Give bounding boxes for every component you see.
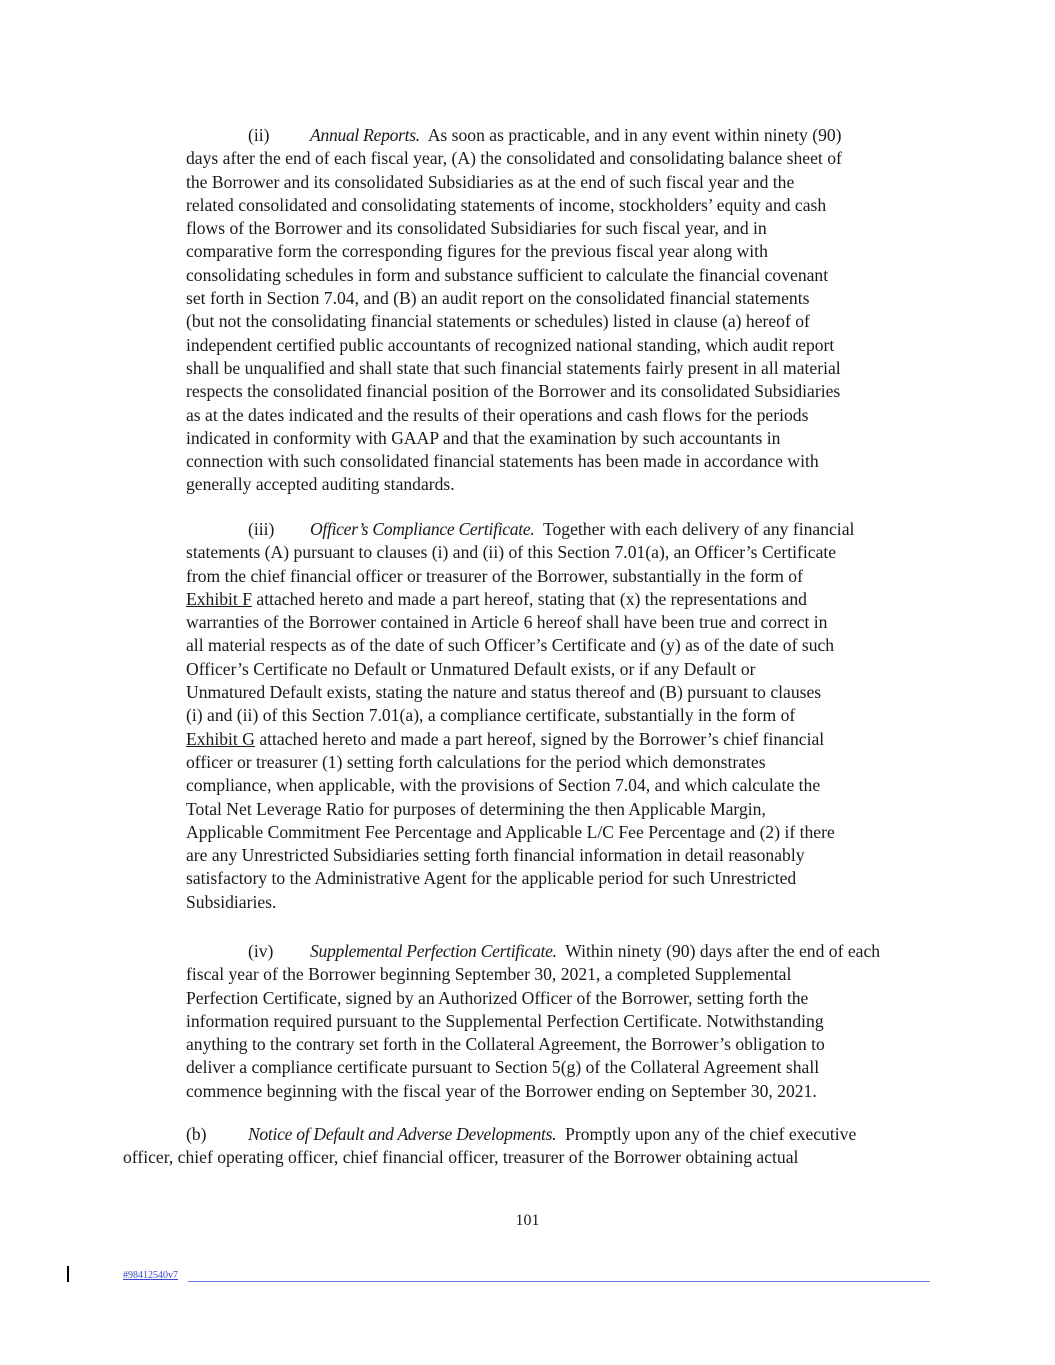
text-line: from the chief financial officer or treasurer of the Borrower, substantially in the form of bbox=[186, 565, 803, 586]
text-line: related consolidated and consolidating statements of income, stockholders’ equity and cash bbox=[186, 194, 827, 215]
text-line: officer or treasurer (1) setting forth calculations for the period which demonstrates bbox=[186, 751, 766, 772]
paragraph-notice-of-default bbox=[123, 1123, 943, 1170]
text-line bbox=[186, 588, 946, 611]
clause-title: Notice of Default and Adverse Developments. bbox=[248, 1124, 557, 1144]
text-line: Together with each delivery of any financial bbox=[542, 519, 855, 539]
page-number: 101 bbox=[515, 1212, 540, 1229]
text-line: Subsidiaries. bbox=[186, 891, 277, 912]
exhibit-g-link[interactable]: Exhibit G bbox=[186, 728, 255, 749]
exhibit-f-link[interactable]: Exhibit F bbox=[186, 588, 252, 609]
text-fragment: attached hereto and made a part hereof, signed by the Borrower’s chief financial bbox=[259, 728, 825, 749]
text-line: set forth in Section 7.04, and (B) an audit report on the consolidated financial statements bbox=[186, 288, 810, 309]
text-line: Within ninety (90) days after the end of each bbox=[565, 941, 881, 961]
paragraph-supplemental-perfection-certificate bbox=[186, 940, 946, 1103]
text-fragment: attached hereto and made a part hereof, stating that (x) the representations and bbox=[256, 588, 807, 609]
clause-number: (iii) bbox=[248, 519, 275, 539]
text-line: days after the end of each fiscal year, (A) the consolidated and consolidating balance sheet of bbox=[186, 148, 842, 169]
paragraph-annual-reports bbox=[186, 124, 946, 497]
text-line: anything to the contrary set forth in the Collateral Agreement, the Borrower’s obligation to bbox=[186, 1034, 825, 1055]
text-line: all material respects as of the date of such Officer’s Certificate and (y) as of the date of such bbox=[186, 635, 835, 656]
document-id-link[interactable]: #98412540v7 bbox=[123, 1270, 178, 1281]
paragraph-officers-compliance-certificate bbox=[186, 518, 946, 914]
text-line: As soon as practicable, and in any event within ninety (90) bbox=[427, 125, 842, 145]
text-line: satisfactory to the Administrative Agent for the applicable period for such Unrestricted bbox=[186, 868, 797, 889]
paragraph-first-line bbox=[186, 124, 946, 147]
clause-title: Officer’s Compliance Certificate. bbox=[310, 519, 535, 539]
clause-number: (b) bbox=[186, 1124, 207, 1144]
text-line: warranties of the Borrower contained in Article 6 hereof shall have been true and correct in bbox=[186, 612, 828, 633]
text-line: Perfection Certificate, signed by an Authorized Officer of the Borrower, setting forth the bbox=[186, 987, 809, 1008]
text-line: Unmatured Default exists, stating the nature and status thereof and (B) pursuant to clauses bbox=[186, 682, 822, 703]
text-line: connection with such consolidated financial statements has been made in accordance with bbox=[186, 451, 819, 472]
text-line: respects the consolidated financial position of the Borrower and its consolidated Subsidiaries bbox=[186, 381, 841, 402]
text-line: Applicable Commitment Fee Percentage and Applicable L/C Fee Percentage and (2) if there bbox=[186, 821, 835, 842]
clause-number: (iv) bbox=[248, 941, 274, 961]
text-line: consolidating schedules in form and substance sufficient to calculate the financial covenant bbox=[186, 264, 829, 285]
revision-change-bar bbox=[67, 1266, 69, 1282]
text-line: (i) and (ii) of this Section 7.01(a), a compliance certificate, substantially in the form of bbox=[186, 705, 796, 726]
footer-rule bbox=[188, 1281, 930, 1282]
paragraph-first-line bbox=[123, 1123, 943, 1146]
text-line: compliance, when applicable, with the provisions of Section 7.04, and which calculate the bbox=[186, 775, 821, 796]
paragraph-first-line bbox=[186, 940, 946, 963]
clause-number: (ii) bbox=[248, 125, 270, 145]
text-line: shall be unqualified and shall state that such financial statements fairly present in all material bbox=[186, 357, 841, 378]
text-line bbox=[186, 728, 946, 751]
text-line: as at the dates indicated and the results of their operations and cash flows for the periods bbox=[186, 404, 809, 425]
text-line: flows of the Borrower and its consolidated Subsidiaries for such fiscal year, and in bbox=[186, 218, 767, 239]
clause-title: Annual Reports. bbox=[310, 125, 420, 145]
text-line: comparative form the corresponding figures for the previous fiscal year along with bbox=[186, 241, 768, 262]
text-line: indicated in conformity with GAAP and that the examination by such accountants in bbox=[186, 427, 781, 448]
text-line: fiscal year of the Borrower beginning September 30, 2021, a completed Supplemental bbox=[186, 964, 792, 985]
text-line: statements (A) pursuant to clauses (i) and (ii) of this Section 7.01(a), an Officer’s Certificate bbox=[186, 542, 837, 563]
text-line: Officer’s Certificate no Default or Unmatured Default exists, or if any Default or bbox=[186, 658, 756, 679]
text-line: information required pursuant to the Supplemental Perfection Certificate. Notwithstanding bbox=[186, 1010, 824, 1031]
text-line: (but not the consolidating financial statements or schedules) listed in clause (a) hereof of bbox=[186, 311, 810, 332]
text-line: independent certified public accountants of recognized national standing, which audit report bbox=[186, 334, 835, 355]
text-line: deliver a compliance certificate pursuant to Section 5(g) of the Collateral Agreement shall bbox=[186, 1057, 820, 1078]
text-line: Promptly upon any of the chief executive bbox=[565, 1124, 857, 1144]
paragraph-first-line bbox=[186, 518, 946, 541]
clause-title: Supplemental Perfection Certificate. bbox=[310, 941, 557, 961]
text-line: generally accepted auditing standards. bbox=[186, 474, 455, 495]
text-line: the Borrower and its consolidated Subsidiaries as at the end of such fiscal year and the bbox=[186, 171, 795, 192]
text-line: are any Unrestricted Subsidiaries setting forth financial information in detail reasonably bbox=[186, 845, 805, 866]
text-line: commence beginning with the fiscal year of the Borrower ending on September 30, 2021. bbox=[186, 1080, 817, 1101]
text-line: Total Net Leverage Ratio for purposes of determining the then Applicable Margin, bbox=[186, 798, 766, 819]
text-line: officer, chief operating officer, chief financial officer, treasurer of the Borrower obtaining actual bbox=[123, 1147, 799, 1168]
